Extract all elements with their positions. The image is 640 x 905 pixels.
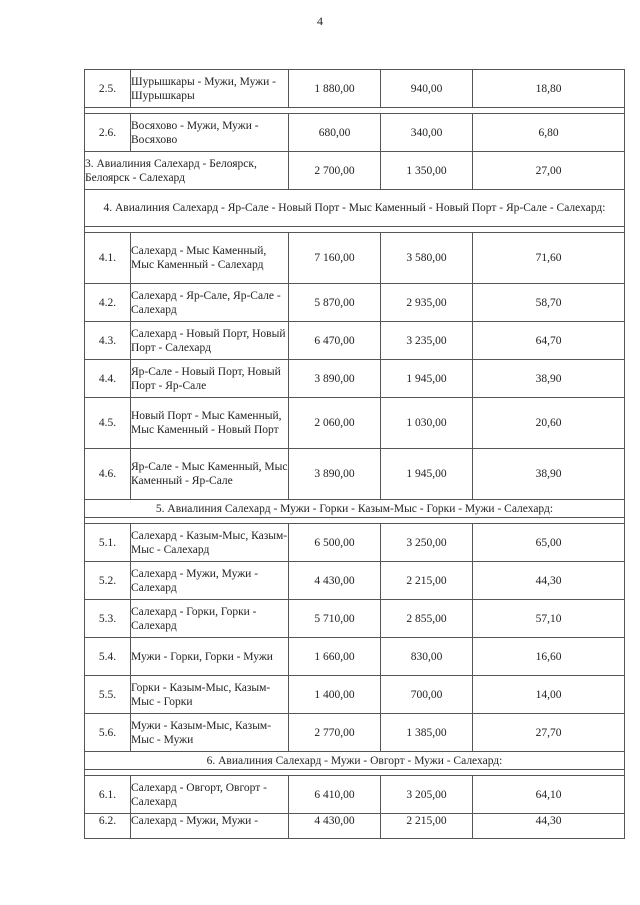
route-cell: Салехард - Мужи, Мужи - Салехард	[131, 562, 289, 600]
route-cell: Салехард - Яр-Сале, Яр-Сале - Салехард	[131, 284, 289, 322]
half-fare-cell: 3 580,00	[381, 233, 473, 284]
full-fare-cell: 2 700,00	[289, 152, 381, 190]
table-row	[85, 776, 625, 814]
page-number: 4	[317, 14, 323, 28]
table-row	[85, 398, 625, 449]
row-number: 5.3.	[85, 600, 131, 638]
half-fare-cell: 1 350,00	[381, 152, 473, 190]
fee-cell: 27,00	[473, 152, 625, 190]
section-row	[85, 152, 625, 190]
full-fare-cell: 1 660,00	[289, 638, 381, 676]
full-fare-cell: 3 890,00	[289, 449, 381, 500]
route-cell: Мужи - Горки, Горки - Мужи	[131, 638, 289, 676]
route-cell: Горки - Казым-Мыс, Казым-Мыс - Горки	[131, 676, 289, 714]
tariff-table	[84, 69, 625, 839]
full-fare-cell: 4 430,00	[289, 562, 381, 600]
route-cell: Салехард - Казым-Мыс, Казым-Мыс - Салехард	[131, 524, 289, 562]
fee-cell: 64,70	[473, 322, 625, 360]
row-number: 5.1.	[85, 524, 131, 562]
row-number: 6.2.	[85, 814, 131, 839]
table-row	[85, 814, 625, 839]
table-row	[85, 284, 625, 322]
full-fare-cell: 6 470,00	[289, 322, 381, 360]
row-number: 4.5.	[85, 398, 131, 449]
route-cell: Салехард - Мыс Каменный, Мыс Каменный - Салехард	[131, 233, 289, 284]
route-cell: Восяхово - Мужи, Мужи - Восяхово	[131, 114, 289, 152]
route-cell: Салехард - Новый Порт, Новый Порт - Салехард	[131, 322, 289, 360]
table-row	[85, 638, 625, 676]
section-3-label: 3. Авиалиния Салехард - Белоярск, Белоярск - Салехард	[85, 152, 289, 190]
half-fare-cell: 3 235,00	[381, 322, 473, 360]
half-fare-cell: 2 935,00	[381, 284, 473, 322]
table-row	[85, 676, 625, 714]
fee-cell: 38,90	[473, 360, 625, 398]
full-fare-cell: 5 710,00	[289, 600, 381, 638]
full-fare-cell: 1 880,00	[289, 70, 381, 108]
row-number: 6.1.	[85, 776, 131, 814]
fee-cell: 16,60	[473, 638, 625, 676]
section-heading-row	[85, 190, 625, 227]
full-fare-cell: 2 060,00	[289, 398, 381, 449]
route-cell: Шурышкары - Мужи, Мужи - Шурышкары	[131, 70, 289, 108]
row-number: 4.4.	[85, 360, 131, 398]
fee-cell: 64,10	[473, 776, 625, 814]
full-fare-cell: 4 430,00	[289, 814, 381, 839]
table-row	[85, 322, 625, 360]
route-cell: Салехард - Мужи, Мужи -	[131, 814, 289, 839]
route-cell: Салехард - Горки, Горки - Салехард	[131, 600, 289, 638]
table-row	[85, 562, 625, 600]
fee-cell: 14,00	[473, 676, 625, 714]
full-fare-cell: 5 870,00	[289, 284, 381, 322]
table-row	[85, 600, 625, 638]
fee-cell: 58,70	[473, 284, 625, 322]
route-cell: Мужи - Казым-Мыс, Казым-Мыс - Мужи	[131, 714, 289, 752]
row-number: 2.5.	[85, 70, 131, 108]
half-fare-cell: 340,00	[381, 114, 473, 152]
row-number: 5.2.	[85, 562, 131, 600]
row-number: 4.1.	[85, 233, 131, 284]
fee-cell: 44,30	[473, 814, 625, 839]
half-fare-cell: 2 215,00	[381, 562, 473, 600]
row-number: 4.2.	[85, 284, 131, 322]
half-fare-cell: 3 250,00	[381, 524, 473, 562]
half-fare-cell: 2 855,00	[381, 600, 473, 638]
fee-cell: 18,80	[473, 70, 625, 108]
route-cell: Салехард - Овгорт, Овгорт - Салехард	[131, 776, 289, 814]
half-fare-cell: 3 205,00	[381, 776, 473, 814]
half-fare-cell: 2 215,00	[381, 814, 473, 839]
fee-cell: 71,60	[473, 233, 625, 284]
row-number: 2.6.	[85, 114, 131, 152]
half-fare-cell: 1 030,00	[381, 398, 473, 449]
fee-cell: 57,10	[473, 600, 625, 638]
table-row	[85, 70, 625, 108]
row-number: 4.6.	[85, 449, 131, 500]
fee-cell: 20,60	[473, 398, 625, 449]
full-fare-cell: 6 500,00	[289, 524, 381, 562]
table-row	[85, 449, 625, 500]
half-fare-cell: 1 385,00	[381, 714, 473, 752]
fee-cell: 6,80	[473, 114, 625, 152]
half-fare-cell: 940,00	[381, 70, 473, 108]
route-cell: Яр-Сале - Новый Порт, Новый Порт - Яр-Сале	[131, 360, 289, 398]
row-number: 4.3.	[85, 322, 131, 360]
fee-cell: 27,70	[473, 714, 625, 752]
route-cell: Яр-Сале - Мыс Каменный, Мыс Каменный - Яр-Сале	[131, 449, 289, 500]
full-fare-cell: 1 400,00	[289, 676, 381, 714]
section-heading-row	[85, 752, 625, 770]
section-5-title: 5. Авиалиния Салехард - Мужи - Горки - Казым-Мыс - Горки - Мужи - Салехард:	[85, 500, 625, 518]
full-fare-cell: 680,00	[289, 114, 381, 152]
half-fare-cell: 1 945,00	[381, 360, 473, 398]
table-row	[85, 233, 625, 284]
full-fare-cell: 6 410,00	[289, 776, 381, 814]
half-fare-cell: 1 945,00	[381, 449, 473, 500]
table-row	[85, 714, 625, 752]
table-row	[85, 524, 625, 562]
row-number: 5.4.	[85, 638, 131, 676]
full-fare-cell: 7 160,00	[289, 233, 381, 284]
fee-cell: 65,00	[473, 524, 625, 562]
route-cell: Новый Порт - Мыс Каменный, Мыс Каменный - Новый Порт	[131, 398, 289, 449]
table-row	[85, 360, 625, 398]
row-number: 5.6.	[85, 714, 131, 752]
full-fare-cell: 3 890,00	[289, 360, 381, 398]
section-heading-row	[85, 500, 625, 518]
fee-cell: 38,90	[473, 449, 625, 500]
fee-cell: 44,30	[473, 562, 625, 600]
section-6-title: 6. Авиалиния Салехард - Мужи - Овгорт - Мужи - Салехард:	[85, 752, 625, 770]
table-row	[85, 114, 625, 152]
half-fare-cell: 700,00	[381, 676, 473, 714]
row-number: 5.5.	[85, 676, 131, 714]
full-fare-cell: 2 770,00	[289, 714, 381, 752]
section-4-title: 4. Авиалиния Салехард - Яр-Сале - Новый Порт - Мыс Каменный - Новый Порт - Яр-Сале - Салехард:	[85, 190, 625, 227]
half-fare-cell: 830,00	[381, 638, 473, 676]
